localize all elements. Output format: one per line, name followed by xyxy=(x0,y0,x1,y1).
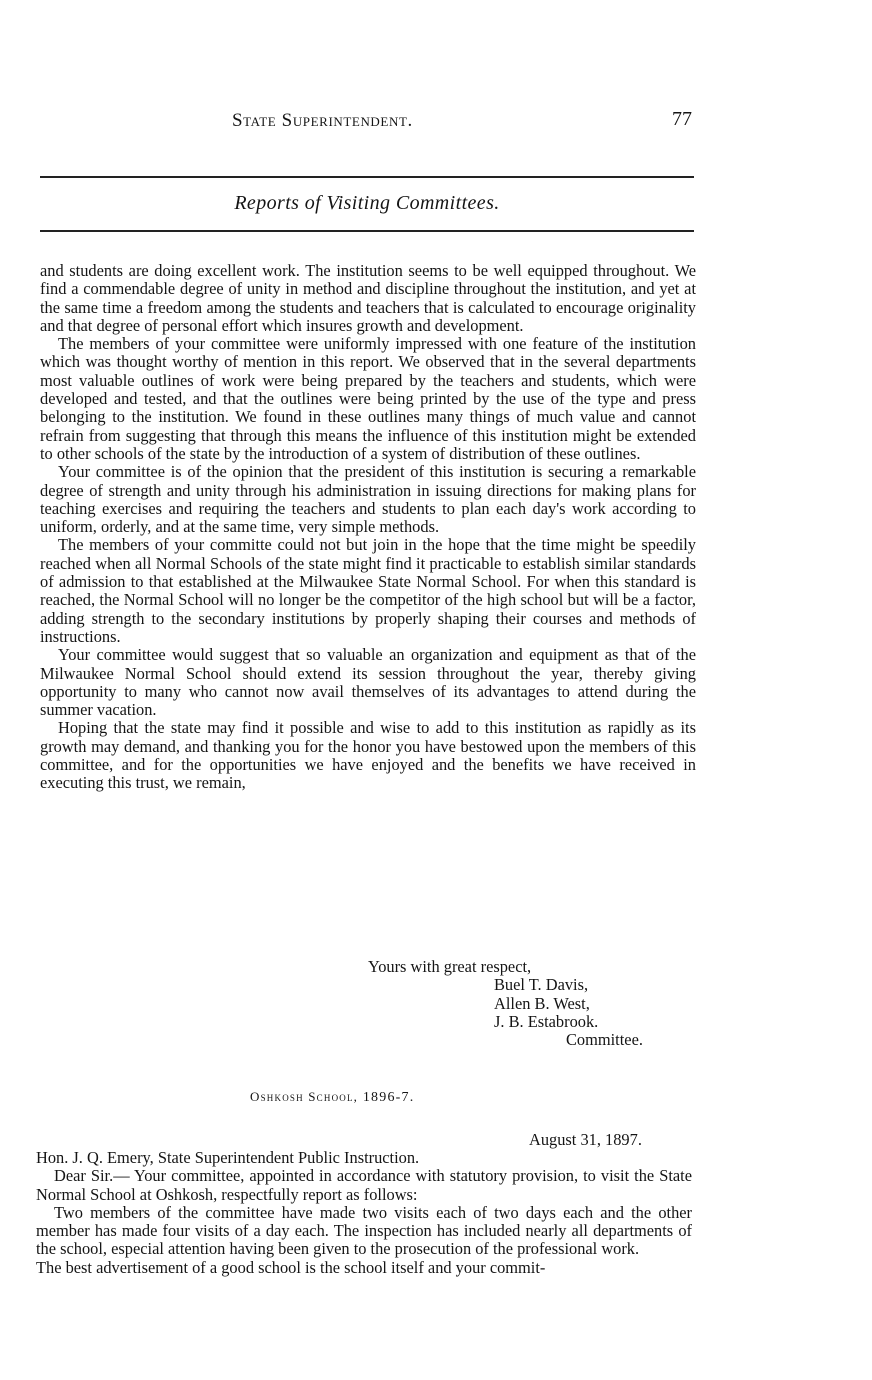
signature-name: Allen B. West, xyxy=(494,994,590,1013)
page-header-title: State Superintendent. xyxy=(232,110,413,131)
body-paragraph: and students are doing excellent work. The institution seems to be well equipped throughout. We find a commendable degree of unity in method and discipline throughout the institution, and yet at the same time a freedom among the students and teachers that is calculated to encourage originality and that degree of personal effort which insures growth and development. xyxy=(40,261,696,335)
letter-paragraph: The best advertisement of a good school is the school itself and your commit- xyxy=(36,1257,546,1277)
body-paragraph: Your committee is of the opinion that the president of this institution is securing a remarkable degree of strength and unity through his administration in issuing directions for making plans for teaching exercises and requiring the teachers and students to plan each day's work according to uniform, orderly, and at the same time, very simple methods. xyxy=(40,462,696,537)
header-rule-bottom xyxy=(40,230,694,232)
body-paragraph: Your committee would suggest that so valuable an organization and equipment as that of the Milwaukee Normal School should extend its session throughout the year, thereby giving opportunity to many who cannot now avail themselves of its advantages to attend during the summer vacation. xyxy=(40,645,696,720)
signature-name: J. B. Estabrook. xyxy=(494,1012,599,1031)
running-head: Reports of Visiting Committees. xyxy=(234,192,500,214)
section-heading xyxy=(250,1089,414,1106)
letter-paragraph: Dear Sir.— Your committee, appointed in accordance with statutory provision, to visit the State Normal School at Oshkosh, respectfully report as follows: xyxy=(36,1166,692,1204)
letter-date: August 31, 1897. xyxy=(529,1130,642,1149)
section-heading-name: Oshkosh School, xyxy=(250,1089,359,1104)
letter-addressee: Hon. J. Q. Emery, State Superintendent Public Instruction. xyxy=(36,1148,420,1167)
page-number: 77 xyxy=(672,108,692,130)
letter-text xyxy=(36,1149,692,1277)
letter-paragraph: Two members of the committee have made two visits each of two days each and the other member has made four visits of a day each. The inspection has included nearly all departments of the school, especial attention having been given to the prosecution of the professional work. xyxy=(36,1202,692,1259)
signature-role: Committee. xyxy=(566,1030,643,1049)
body-text xyxy=(40,262,696,793)
body-paragraph: The members of your committee were uniformly impressed with one feature of the institution which was thought worthy of mention in this report. We observed that in the several departments most valuable outlines of work were being prepared by the teachers and students, which were developed and tested, and that the outlines were being printed by the use of the type and press belonging to the institution. We found in these outlines many things of much value and cannot refrain from suggesting that through this means the influence of this institution might be extended to other schools of the state by the introduction of a system of distribution of these outlines. xyxy=(40,334,696,463)
header-rule-top xyxy=(40,176,694,178)
signature-name: Buel T. Davis, xyxy=(494,975,589,994)
body-paragraph: Hoping that the state may find it possible and wise to add to this institution as rapidly as its growth may demand, and thanking you for the honor you have bestowed upon the members of this committee, and for the opportunities we have enjoyed and the benefits we have received in executing this trust, we remain, xyxy=(40,718,696,793)
closing-salutation: Yours with great respect, xyxy=(368,957,532,976)
body-paragraph: The members of your committe could not but join in the hope that the time might be speedily reached when all Normal Schools of the state might find it practicable to establish similar standards of admission to that established at the Milwaukee State Normal School. For when this standard is reached, the Normal School will no longer be the competitor of the high school but will be a factor, adding strength to the secondary institutions by properly shaping their courses and methods of instructions. xyxy=(40,535,696,646)
section-heading-year: 1896-7. xyxy=(362,1090,415,1105)
